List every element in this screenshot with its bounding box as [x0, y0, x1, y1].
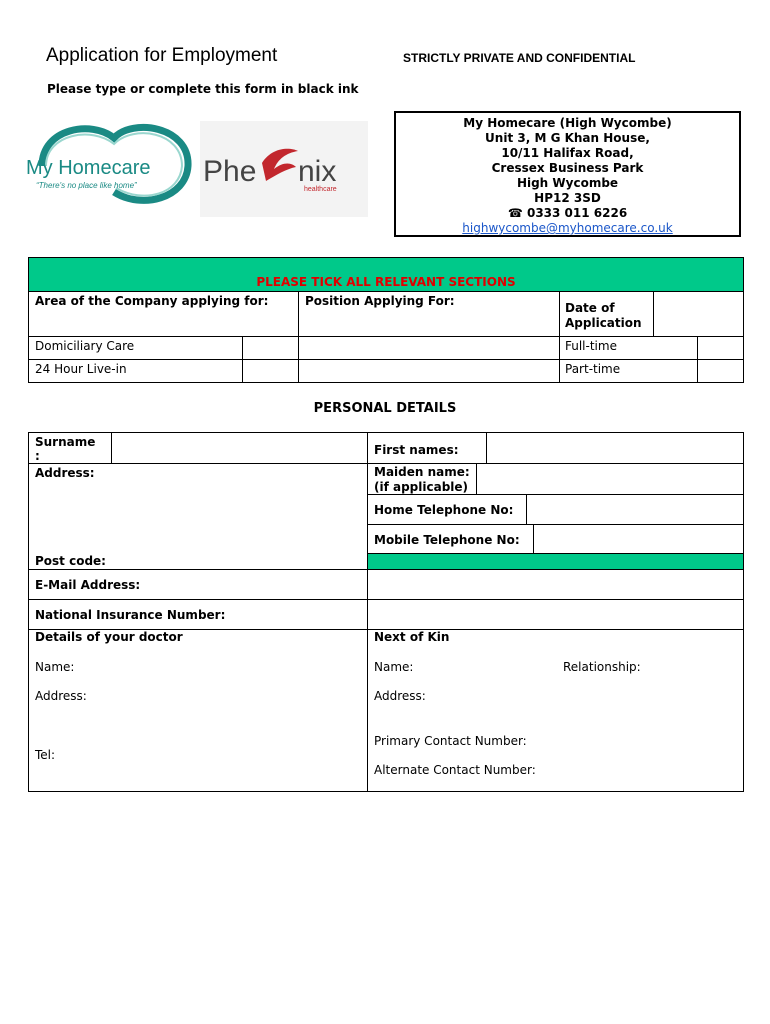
maiden-name-label: Maiden name: (if applicable): [374, 465, 470, 494]
office-line: My Homecare (High Wycombe): [463, 116, 672, 130]
surname-field[interactable]: [112, 434, 367, 463]
first-names-label: First names:: [374, 443, 459, 457]
office-line: Cressex Business Park: [491, 161, 644, 175]
home-telephone-label: Home Telephone No:: [374, 503, 514, 517]
myhomecare-logo-text: My Homecare: [26, 157, 151, 179]
phoenix-logo-text-right: nix: [298, 155, 337, 188]
personal-details-table: [28, 432, 744, 792]
kin-name-label: Name:: [374, 660, 414, 674]
office-phone: ☎ 0333 011 6226: [507, 206, 628, 220]
relevant-sections-table: [28, 257, 744, 383]
doctor-details-heading: Details of your doctor: [35, 630, 183, 644]
area-option-live-in: 24 Hour Live-in: [35, 362, 127, 376]
doctor-name-label: Name:: [35, 660, 75, 674]
phoenix-logo-text-left: Phe: [203, 155, 257, 188]
address-label: Address:: [35, 466, 95, 480]
date-of-application-field[interactable]: [654, 292, 743, 336]
office-line: HP12 3SD: [534, 191, 601, 205]
home-telephone-field[interactable]: [527, 495, 743, 524]
sections-heading: PLEASE TICK ALL RELEVANT SECTIONS: [256, 275, 516, 289]
form-instruction: Please type or complete this form in black ink: [47, 82, 359, 96]
area-option-domiciliary: Domiciliary Care: [35, 339, 135, 353]
live-in-tick-box[interactable]: [243, 360, 298, 382]
myhomecare-logo: [22, 118, 194, 212]
email-label: E-Mail Address:: [35, 578, 141, 592]
area-label: Area of the Company applying for:: [35, 294, 269, 308]
phoenix-sub-text: healthcare: [304, 186, 337, 193]
hours-option-part-time: Part-time: [565, 362, 621, 376]
address-field[interactable]: [30, 481, 367, 553]
surname-label: Surname :: [35, 435, 96, 463]
postcode-label: Post code:: [35, 554, 106, 568]
office-email-link[interactable]: highwycombe@myhomecare.co.uk: [462, 221, 673, 235]
doctor-address-label: Address:: [35, 689, 87, 703]
mobile-telephone-field[interactable]: [534, 525, 743, 553]
kin-relationship-label: Relationship:: [563, 660, 641, 674]
doctor-details-field[interactable]: [30, 645, 367, 789]
ni-number-label: National Insurance Number:: [35, 608, 226, 622]
phoenix-bird-icon: [262, 149, 298, 181]
office-address-box: [394, 111, 741, 237]
phoenix-logo: [200, 121, 368, 217]
ni-number-field[interactable]: [368, 600, 743, 629]
email-field[interactable]: [368, 570, 743, 599]
kin-primary-contact-label: Primary Contact Number:: [374, 734, 527, 748]
part-time-tick-box[interactable]: [698, 360, 743, 382]
date-of-application-label: Date of Application: [565, 301, 642, 330]
phone-icon: ☎: [507, 206, 523, 220]
first-names-field[interactable]: [487, 434, 743, 463]
maiden-name-field[interactable]: [477, 464, 743, 494]
page-title: Application for Employment: [46, 45, 278, 66]
office-line: 10/11 Halifax Road,: [501, 146, 634, 160]
position-label: Position Applying For:: [305, 294, 455, 308]
doctor-tel-label: Tel:: [35, 748, 56, 762]
hours-option-full-time: Full-time: [565, 339, 617, 353]
next-of-kin-heading: Next of Kin: [374, 630, 450, 644]
full-time-tick-box[interactable]: [698, 337, 743, 359]
kin-alternate-contact-label: Alternate Contact Number:: [374, 763, 536, 777]
mobile-telephone-label: Mobile Telephone No:: [374, 533, 520, 547]
domiciliary-tick-box[interactable]: [243, 337, 298, 359]
next-of-kin-field[interactable]: [368, 645, 743, 789]
confidential-notice: STRICTLY PRIVATE AND CONFIDENTIAL: [403, 51, 636, 65]
myhomecare-tagline: “There's no place like home”: [36, 181, 137, 190]
postcode-field[interactable]: [368, 554, 743, 569]
kin-address-label: Address:: [374, 689, 426, 703]
personal-details-heading: PERSONAL DETAILS: [313, 401, 457, 416]
position-field[interactable]: [299, 337, 559, 382]
office-line: High Wycombe: [516, 176, 619, 190]
office-line: Unit 3, M G Khan House,: [485, 131, 650, 145]
